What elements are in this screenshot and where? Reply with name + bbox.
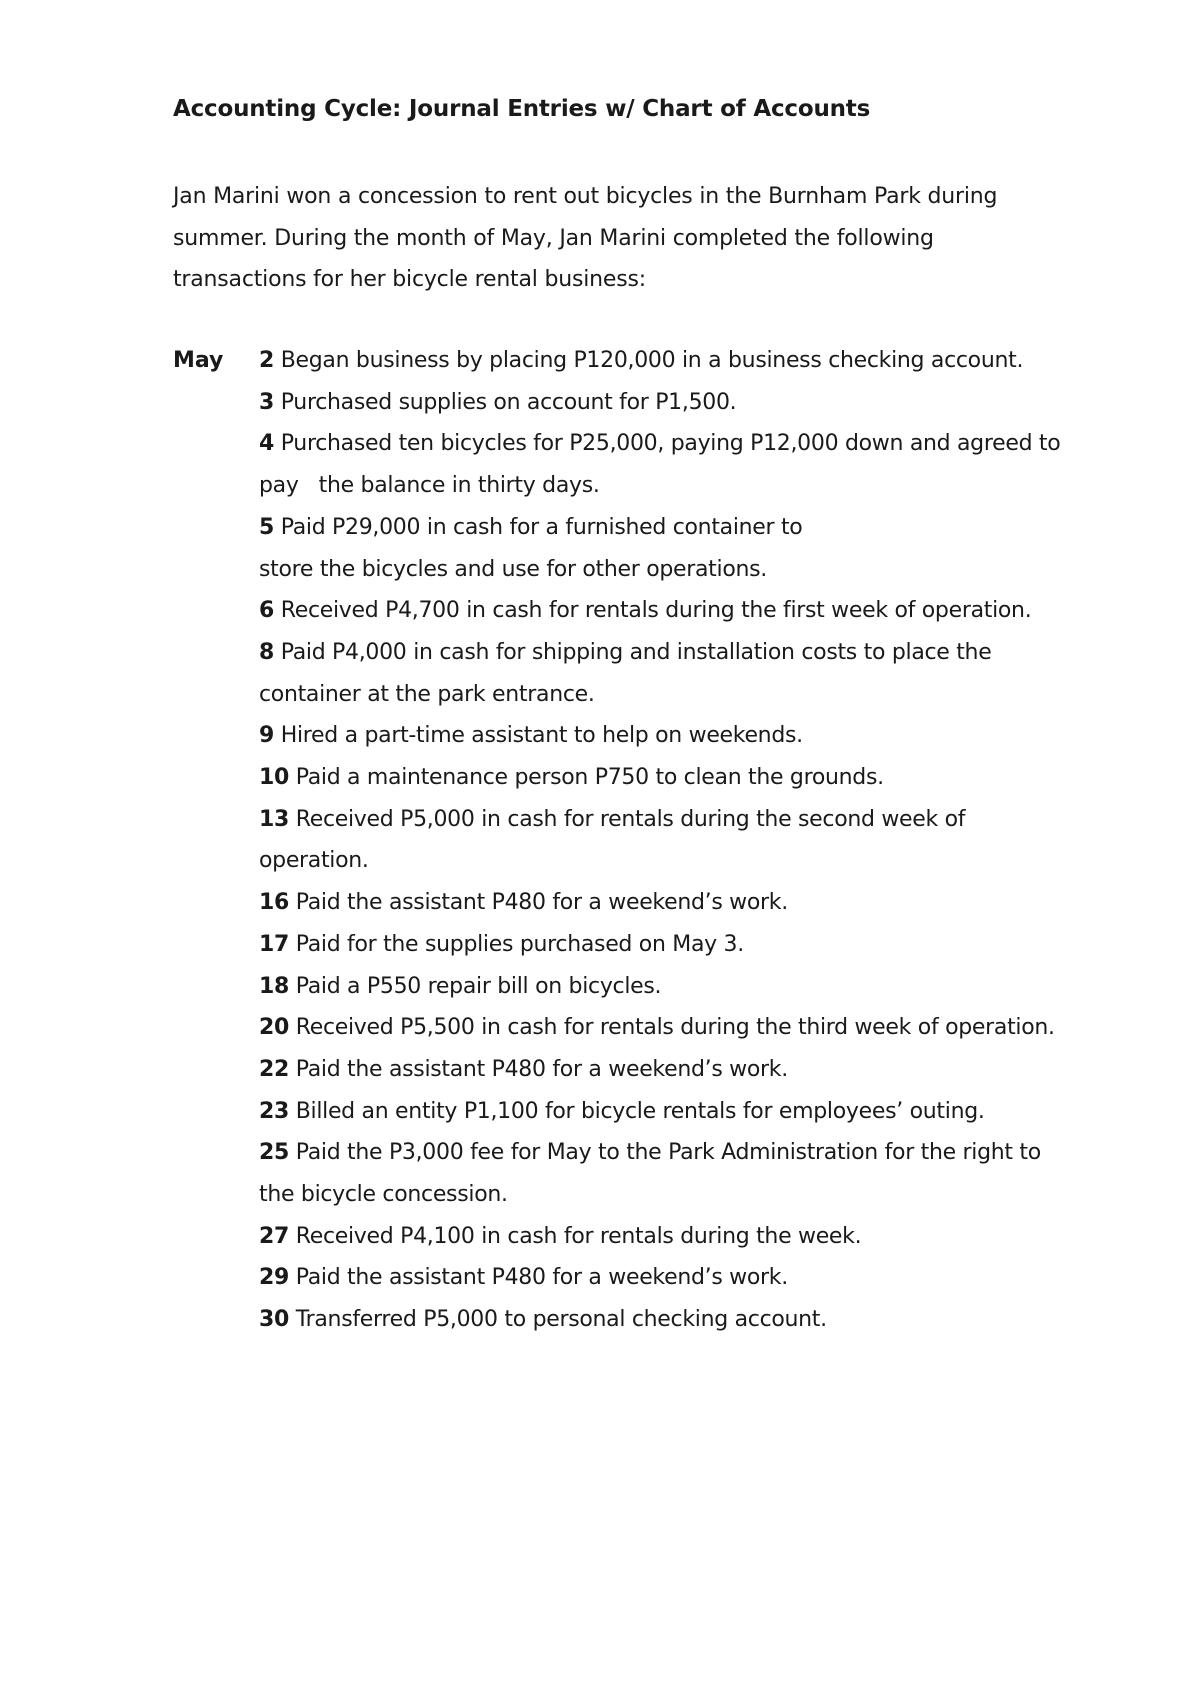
transaction-text: Received P4,100 in cash for rentals during the week. [295,1223,862,1249]
transaction-entry [259,1299,1159,1341]
transaction-line [259,1216,1159,1258]
transaction-line [259,590,1159,632]
transaction-line [259,1257,1159,1299]
transaction-line [259,340,1159,382]
transaction-entry [259,632,1159,715]
transaction-text: container at the park entrance. [259,681,595,707]
transaction-line [259,549,1159,591]
transaction-entry [259,1257,1159,1299]
transaction-text: Billed an entity P1,100 for bicycle rentals for employees’ outing. [295,1098,985,1124]
transaction-list [259,340,1159,1341]
transaction-line [259,1299,1159,1341]
transaction-line [259,924,1159,966]
document-title: Accounting Cycle: Journal Entries w/ Chart of Accounts [173,96,871,122]
transaction-text: Paid the assistant P480 for a weekend’s work. [295,1056,788,1082]
transaction-entry [259,423,1159,506]
transaction-entry [259,1049,1159,1091]
transaction-text: Transferred P5,000 to personal checking account. [295,1307,827,1333]
transaction-line [259,382,1159,424]
transaction-text: Paid the assistant P480 for a weekend’s work. [295,1265,788,1291]
transaction-text: Paid P29,000 in cash for a furnished container to [280,514,803,540]
transaction-line [259,1174,1159,1216]
transaction-line [259,465,1159,507]
transaction-text: Paid a P550 repair bill on bicycles. [295,973,662,999]
transaction-entry [259,1007,1159,1049]
transaction-line [259,757,1159,799]
transaction-day: 9 [259,723,275,749]
month-label: May [173,348,224,373]
transaction-entry [259,882,1159,924]
transaction-entry [259,924,1159,966]
transaction-entry [259,590,1159,632]
transaction-entry [259,340,1159,382]
transaction-text: Paid P4,000 in cash for shipping and installation costs to place the [280,639,992,665]
transaction-day: 30 [259,1307,290,1333]
transaction-day: 10 [259,765,290,791]
transaction-line [259,966,1159,1008]
transaction-line [259,423,1159,465]
transaction-text: pay the balance in thirty days. [259,473,600,499]
transaction-text: Paid for the supplies purchased on May 3. [295,931,744,957]
transaction-entry [259,382,1159,424]
transaction-day: 17 [259,931,290,957]
transaction-entry [259,715,1159,757]
transaction-day: 8 [259,639,275,665]
transaction-text: Purchased supplies on account for P1,500. [280,389,737,415]
transaction-day: 3 [259,389,275,415]
transaction-day: 25 [259,1140,290,1166]
transaction-line [259,1049,1159,1091]
transaction-text: Received P4,700 in cash for rentals during the first week of operation. [280,598,1032,624]
transaction-text: Hired a part-time assistant to help on weekends. [280,723,803,749]
transaction-line [259,799,1159,841]
intro-line: summer. During the month of May, Jan Marini completed the following [173,225,934,251]
transaction-day: 20 [259,1015,290,1041]
transaction-entry [259,966,1159,1008]
transaction-line [259,632,1159,674]
transaction-text: Purchased ten bicycles for P25,000, paying P12,000 down and agreed to [280,431,1061,457]
transaction-day: 23 [259,1098,290,1124]
transaction-text: Paid a maintenance person P750 to clean the grounds. [295,765,884,791]
transaction-line [259,507,1159,549]
transaction-entry [259,799,1159,882]
intro-line: transactions for her bicycle rental business: [173,267,646,292]
intro-paragraph [173,176,1113,301]
transaction-line [259,674,1159,716]
transaction-day: 4 [259,431,275,457]
intro-line: Jan Marini won a concession to rent out bicycles in the Burnham Park during [173,184,998,209]
transaction-entry [259,507,1159,590]
transaction-line [259,1007,1159,1049]
transaction-day: 29 [259,1265,290,1291]
transaction-day: 5 [259,514,275,540]
transaction-entry [259,1216,1159,1258]
transaction-text: operation. [259,848,369,874]
transaction-text: Began business by placing P120,000 in a business checking account. [280,348,1024,373]
transaction-text: Received P5,500 in cash for rentals during the third week of operation. [295,1015,1055,1041]
transaction-text: Paid the P3,000 fee for May to the Park Administration for the right to [295,1140,1041,1166]
transaction-day: 16 [259,890,290,916]
transaction-entry [259,1132,1159,1215]
transaction-entry [259,1091,1159,1133]
transaction-day: 13 [259,806,290,832]
transaction-day: 18 [259,973,290,999]
transaction-day: 6 [259,598,275,624]
transaction-text: Received P5,000 in cash for rentals during the second week of [295,806,966,832]
transaction-day: 2 [259,348,275,373]
transaction-day: 22 [259,1056,290,1082]
transaction-text: Paid the assistant P480 for a weekend’s work. [295,890,788,916]
transaction-line [259,882,1159,924]
transaction-line [259,1091,1159,1133]
transaction-text: the bicycle concession. [259,1182,508,1208]
transaction-day: 27 [259,1223,290,1249]
transaction-text: store the bicycles and use for other operations. [259,556,767,582]
transaction-line [259,1132,1159,1174]
transaction-entry [259,757,1159,799]
transaction-line [259,840,1159,882]
transaction-line [259,715,1159,757]
